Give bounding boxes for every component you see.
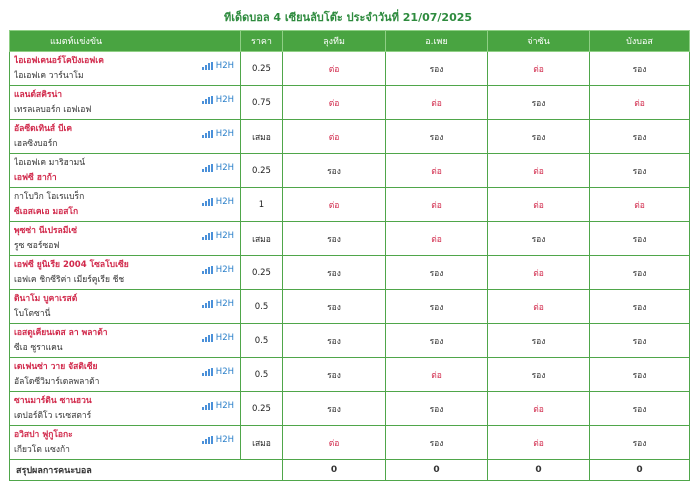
- away-team: รูซ ซอร์ซอฟ: [14, 240, 60, 251]
- h2h-label: H2H: [215, 197, 234, 207]
- away-team: อัลโดซีวิมาร์เดลพลาต้า: [14, 376, 100, 387]
- bar-chart-icon: [202, 232, 213, 240]
- h2h-link[interactable]: [202, 197, 234, 207]
- summary-value-3: 0: [488, 460, 590, 481]
- away-team: เฮลซิงบอร์ก: [14, 138, 58, 149]
- pick-cell-tipster-3: ต่อ: [488, 426, 590, 460]
- h2h-link[interactable]: [202, 367, 234, 377]
- odds-cell: 1: [241, 188, 283, 222]
- header-odds: ราคา: [241, 31, 283, 52]
- summary-row: [10, 460, 690, 481]
- pick-cell-tipster-4: ต่อ: [590, 188, 690, 222]
- home-team: อวิสปา ฟูกูโอกะ: [14, 429, 73, 440]
- pick-cell-tipster-1: รอง: [283, 290, 386, 324]
- table-row: [10, 256, 690, 290]
- away-team: เดปอร์ติโว เรเซสตาร์: [14, 410, 92, 421]
- pick-cell-tipster-3: รอง: [488, 358, 590, 392]
- pick-cell-tipster-3: ต่อ: [488, 154, 590, 188]
- table-row: [10, 290, 690, 324]
- match-cell: [10, 222, 241, 256]
- pick-cell-tipster-3: ต่อ: [488, 188, 590, 222]
- h2h-link[interactable]: [202, 129, 234, 139]
- pick-cell-tipster-4: รอง: [590, 256, 690, 290]
- table-row: [10, 154, 690, 188]
- pick-cell-tipster-3: ต่อ: [488, 290, 590, 324]
- pick-cell-tipster-1: รอง: [283, 222, 386, 256]
- pick-cell-tipster-2: ต่อ: [386, 358, 488, 392]
- header-match: แมตท์แข่งขัน: [10, 31, 241, 52]
- match-cell: [10, 426, 241, 460]
- pick-cell-tipster-4: รอง: [590, 154, 690, 188]
- home-team: ไอเอฟเคนอร์โคปิงเอฟเค: [14, 55, 104, 66]
- odds-cell: 0.25: [241, 52, 283, 86]
- pick-cell-tipster-2: ต่อ: [386, 222, 488, 256]
- pick-cell-tipster-1: รอง: [283, 392, 386, 426]
- h2h-label: H2H: [215, 231, 234, 241]
- away-team: โบโตซานี่: [14, 308, 51, 319]
- pick-cell-tipster-2: ต่อ: [386, 188, 488, 222]
- h2h-label: H2H: [215, 163, 234, 173]
- pick-cell-tipster-3: รอง: [488, 324, 590, 358]
- pick-cell-tipster-1: ต่อ: [283, 426, 386, 460]
- table-row: [10, 120, 690, 154]
- pick-cell-tipster-4: รอง: [590, 358, 690, 392]
- pick-cell-tipster-4: รอง: [590, 222, 690, 256]
- bar-chart-icon: [202, 198, 213, 206]
- pick-cell-tipster-1: รอง: [283, 256, 386, 290]
- home-team: ไอเอฟเค มาริฮามน์: [14, 157, 86, 168]
- away-team: ไอเอฟเค วาร์นาโม: [14, 70, 84, 81]
- h2h-link[interactable]: [202, 265, 234, 275]
- pick-cell-tipster-3: ต่อ: [488, 52, 590, 86]
- pick-cell-tipster-4: รอง: [590, 290, 690, 324]
- summary-label: สรุปผลการคนะบอล: [10, 460, 283, 481]
- bar-chart-icon: [202, 300, 213, 308]
- odds-cell: เสมอ: [241, 120, 283, 154]
- pick-cell-tipster-2: รอง: [386, 426, 488, 460]
- pick-cell-tipster-4: รอง: [590, 426, 690, 460]
- match-cell: [10, 52, 241, 86]
- away-team: เกียวโต แซงก้า: [14, 444, 70, 455]
- away-team: เอฟเค ชิกซีริค่า เมียร์คูเรีย ชีช: [14, 274, 125, 285]
- odds-cell: 0.25: [241, 256, 283, 290]
- h2h-link[interactable]: [202, 61, 234, 71]
- h2h-link[interactable]: [202, 95, 234, 105]
- pick-cell-tipster-2: รอง: [386, 392, 488, 426]
- pick-cell-tipster-1: ต่อ: [283, 86, 386, 120]
- h2h-label: H2H: [215, 435, 234, 445]
- table-row: [10, 86, 690, 120]
- pick-cell-tipster-1: ต่อ: [283, 188, 386, 222]
- odds-cell: เสมอ: [241, 426, 283, 460]
- tips-table: [9, 30, 690, 481]
- odds-cell: 0.25: [241, 154, 283, 188]
- header-tipster-4: บังบอส: [590, 31, 690, 52]
- home-team: กาโบวิก โอเรแบร็ก: [14, 191, 85, 202]
- away-team: ซีเอ ซูราแคน: [14, 342, 63, 353]
- bar-chart-icon: [202, 266, 213, 274]
- pick-cell-tipster-2: รอง: [386, 290, 488, 324]
- odds-cell: เสมอ: [241, 222, 283, 256]
- pick-cell-tipster-4: รอง: [590, 52, 690, 86]
- match-cell: [10, 154, 241, 188]
- pick-cell-tipster-1: รอง: [283, 324, 386, 358]
- pick-cell-tipster-4: ต่อ: [590, 86, 690, 120]
- h2h-label: H2H: [215, 61, 234, 71]
- pick-cell-tipster-2: รอง: [386, 324, 488, 358]
- match-cell: [10, 86, 241, 120]
- pick-cell-tipster-3: รอง: [488, 120, 590, 154]
- odds-cell: 0.75: [241, 86, 283, 120]
- home-team: เดเฟนซ่า วาย จัสติเซีย: [14, 361, 98, 372]
- bar-chart-icon: [202, 334, 213, 342]
- pick-cell-tipster-3: ต่อ: [488, 392, 590, 426]
- h2h-link[interactable]: [202, 401, 234, 411]
- match-cell: [10, 188, 241, 222]
- home-team: ซานมาร์ติน ซานฮวน: [14, 395, 92, 406]
- pick-cell-tipster-3: รอง: [488, 222, 590, 256]
- pick-cell-tipster-1: รอง: [283, 358, 386, 392]
- match-cell: [10, 290, 241, 324]
- match-cell: [10, 256, 241, 290]
- table-row: [10, 324, 690, 358]
- table-row: [10, 188, 690, 222]
- header-tipster-1: ลุงทีม: [283, 31, 386, 52]
- pick-cell-tipster-2: ต่อ: [386, 154, 488, 188]
- table-row: [10, 392, 690, 426]
- pick-cell-tipster-3: ต่อ: [488, 256, 590, 290]
- table-row: [10, 426, 690, 460]
- h2h-label: H2H: [215, 333, 234, 343]
- bar-chart-icon: [202, 368, 213, 376]
- pick-cell-tipster-1: รอง: [283, 154, 386, 188]
- match-cell: [10, 392, 241, 426]
- h2h-link[interactable]: [202, 333, 234, 343]
- table-row: [10, 222, 690, 256]
- header-tipster-2: อ.เพย: [386, 31, 488, 52]
- summary-value-4: 0: [590, 460, 690, 481]
- home-team: แลนด์สคิรน่า: [14, 89, 63, 100]
- pick-cell-tipster-1: ต่อ: [283, 52, 386, 86]
- pick-cell-tipster-4: รอง: [590, 120, 690, 154]
- bar-chart-icon: [202, 402, 213, 410]
- odds-cell: 0.5: [241, 358, 283, 392]
- home-team: พุซซ่า นีเปรลมีเซ่: [14, 225, 78, 236]
- pick-cell-tipster-2: รอง: [386, 120, 488, 154]
- summary-value-2: 0: [386, 460, 488, 481]
- table-row: [10, 52, 690, 86]
- away-team: ซีเอสเคเอ มอสโก: [14, 206, 79, 217]
- h2h-label: H2H: [215, 401, 234, 411]
- match-cell: [10, 358, 241, 392]
- bar-chart-icon: [202, 130, 213, 138]
- page-title: ทีเด็ดบอล 4 เซียนลับโต๊ะ ประจำวันที่ 21/07/2025: [223, 11, 473, 24]
- pick-cell-tipster-2: รอง: [386, 256, 488, 290]
- bar-chart-icon: [202, 62, 213, 70]
- pick-cell-tipster-2: ต่อ: [386, 86, 488, 120]
- table-row: [10, 358, 690, 392]
- pick-cell-tipster-4: รอง: [590, 324, 690, 358]
- away-team: เอฟซี ฮาก้า: [14, 172, 57, 183]
- h2h-link[interactable]: [202, 163, 234, 173]
- away-team: เทรลเลบอร์ก เอฟเอฟ: [14, 104, 92, 115]
- h2h-label: H2H: [215, 265, 234, 275]
- h2h-label: H2H: [215, 299, 234, 309]
- h2h-link[interactable]: [202, 299, 234, 309]
- home-team: เอฟซี ยูนิเรีย 2004 โซลโบเซีย: [14, 259, 129, 270]
- h2h-label: H2H: [215, 95, 234, 105]
- bar-chart-icon: [202, 164, 213, 172]
- h2h-link[interactable]: [202, 435, 234, 445]
- h2h-label: H2H: [215, 129, 234, 139]
- h2h-label: H2H: [215, 367, 234, 377]
- pick-cell-tipster-1: ต่อ: [283, 120, 386, 154]
- home-team: เอสดูเคียนเตส ลา พลาต้า: [14, 327, 108, 338]
- odds-cell: 0.25: [241, 392, 283, 426]
- match-cell: [10, 120, 241, 154]
- pick-cell-tipster-3: รอง: [488, 86, 590, 120]
- pick-cell-tipster-2: รอง: [386, 52, 488, 86]
- odds-cell: 0.5: [241, 290, 283, 324]
- bar-chart-icon: [202, 96, 213, 104]
- match-cell: [10, 324, 241, 358]
- home-team: อัลซีดเทินส์ บีเค: [14, 123, 73, 134]
- h2h-link[interactable]: [202, 231, 234, 241]
- summary-value-1: 0: [283, 460, 386, 481]
- odds-cell: 0.5: [241, 324, 283, 358]
- home-team: ดินาโม บูคาเรสต์: [14, 293, 78, 304]
- pick-cell-tipster-4: รอง: [590, 392, 690, 426]
- header-row: [10, 31, 690, 52]
- header-tipster-3: จ่าซัน: [488, 31, 590, 52]
- bar-chart-icon: [202, 436, 213, 444]
